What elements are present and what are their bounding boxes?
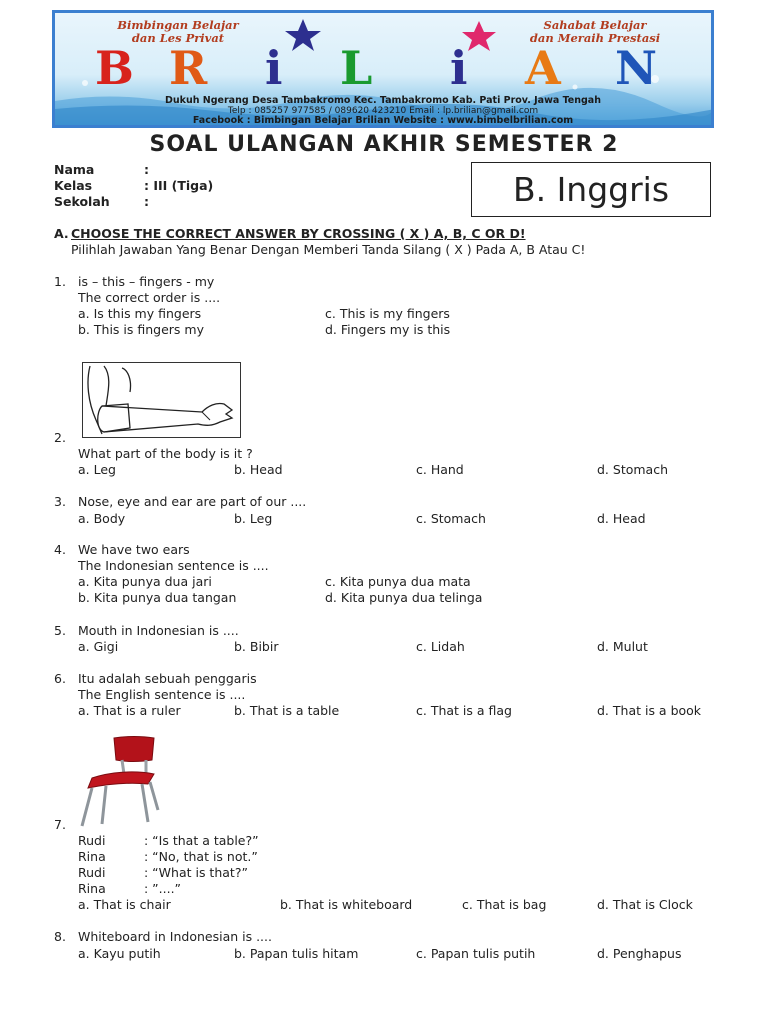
header-banner [52, 10, 714, 128]
answer-option-d[interactable]: d. Stomach [597, 462, 668, 477]
question-text: Mouth in Indonesian is .... [78, 623, 239, 638]
banner-address: Dukuh Ngerang Desa Tambakromo Kec. Tambakromo Kab. Pati Prov. Jawa Tengah [165, 95, 601, 106]
answer-option-c[interactable]: c. Stomach [416, 511, 486, 526]
brand-letter: i [450, 41, 468, 95]
answer-option-a[interactable]: a. That is chair [78, 897, 171, 912]
brand-letter: i [265, 41, 283, 95]
question-number: 7. [54, 817, 66, 832]
right-tagline-line-1: Sahabat Belajar [543, 18, 647, 32]
dialog-line: : “No, that is not.” [144, 849, 258, 864]
arm-illustration [82, 362, 242, 438]
answer-option-a[interactable]: a. Kita punya dua jari [78, 574, 212, 589]
question-number: 5. [54, 623, 66, 638]
question-text: The Indonesian sentence is .... [78, 558, 269, 573]
answer-option-a[interactable]: a. Leg [78, 462, 116, 477]
answer-option-d[interactable]: d. Penghapus [597, 946, 682, 961]
answer-option-b[interactable]: b. Bibir [234, 639, 279, 654]
question-number: 2. [54, 430, 66, 445]
banner-social: Facebook : Bimbingan Belajar Brilian Website : www.bimbelbrilian.com [192, 115, 574, 126]
brand-letter: R [169, 41, 208, 95]
brand-letter: L [340, 41, 373, 95]
question-number: 6. [54, 671, 66, 686]
answer-option-d[interactable]: d. That is Clock [597, 897, 693, 912]
field-label-kelas: Kelas [54, 178, 93, 193]
answer-option-c[interactable]: c. This is my fingers [325, 306, 450, 321]
right-tagline-line-2: dan Meraih Prestasi [529, 31, 661, 45]
answer-option-c[interactable]: c. Kita punya dua mata [325, 574, 471, 589]
field-label-sekolah: Sekolah [54, 194, 110, 209]
question-text: The English sentence is .... [78, 687, 246, 702]
answer-option-c[interactable]: c. Lidah [416, 639, 465, 654]
answer-option-b[interactable]: b. This is fingers my [78, 322, 204, 337]
answer-option-a[interactable]: a. Is this my fingers [78, 306, 202, 321]
dialog-speaker: Rina [78, 849, 106, 864]
field-value-kelas: : III (Tiga) [144, 178, 214, 193]
answer-option-c[interactable]: c. That is bag [462, 897, 547, 912]
subject-box: B. Inggris [471, 162, 711, 217]
answer-option-a[interactable]: a. That is a ruler [78, 703, 181, 718]
brand-logo [95, 43, 675, 95]
dialog-speaker: Rudi [78, 865, 106, 880]
question-text: Whiteboard in Indonesian is .... [78, 929, 272, 944]
answer-option-d[interactable]: d. Fingers my is this [325, 322, 451, 337]
dialog-speaker: Rina [78, 881, 106, 896]
answer-option-b[interactable]: b. Kita punya dua tangan [78, 590, 237, 605]
brand-letter: B [95, 41, 134, 95]
question-text: We have two ears [78, 542, 190, 557]
answer-option-c[interactable]: c. That is a flag [416, 703, 512, 718]
dialog-speaker: Rudi [78, 833, 106, 848]
answer-option-c[interactable]: c. Papan tulis putih [416, 946, 536, 961]
answer-option-a[interactable]: a. Gigi [78, 639, 119, 654]
page-title: SOAL ULANGAN AKHIR SEMESTER 2 [149, 132, 619, 157]
chair-illustration [76, 734, 160, 830]
question-text: What part of the body is it ? [78, 446, 253, 461]
answer-option-d[interactable]: d. Kita punya dua telinga [325, 590, 483, 605]
field-value-sekolah[interactable]: : [144, 194, 149, 209]
dialog-line: : “What is that?” [144, 865, 248, 880]
answer-option-b[interactable]: b. Head [234, 462, 283, 477]
answer-option-d[interactable]: d. Head [597, 511, 646, 526]
question-number: 1. [54, 274, 66, 289]
answer-option-d[interactable]: d. That is a book [597, 703, 702, 718]
question-text: Itu adalah sebuah penggaris [78, 671, 257, 686]
answer-option-c[interactable]: c. Hand [416, 462, 464, 477]
field-value-nama[interactable]: : [144, 162, 149, 177]
answer-option-b[interactable]: b. That is a table [234, 703, 340, 718]
section-instruction: CHOOSE THE CORRECT ANSWER BY CROSSING ( X ) A, B, C OR D! [71, 226, 526, 241]
left-tagline-line-2: dan Les Privat [131, 31, 225, 45]
question-text: Nose, eye and ear are part of our .... [78, 494, 307, 509]
answer-option-d[interactable]: d. Mulut [597, 639, 648, 654]
section-instruction-id: Pilihlah Jawaban Yang Benar Dengan Memberi Tanda Silang ( X ) Pada A, B Atau C! [71, 242, 586, 257]
answer-option-b[interactable]: b. Papan tulis hitam [234, 946, 359, 961]
dialog-line: : “Is that a table?” [144, 833, 259, 848]
section-letter: A. [54, 226, 69, 241]
left-tagline-line-1: Bimbingan Belajar [117, 18, 239, 32]
question-text: The correct order is .... [78, 290, 221, 305]
answer-option-a[interactable]: a. Kayu putih [78, 946, 161, 961]
question-number: 3. [54, 494, 66, 509]
brand-letter: N [615, 41, 658, 95]
brand-letter: A [525, 41, 561, 95]
question-text: is – this – fingers - my [78, 274, 215, 289]
question-number: 4. [54, 542, 66, 557]
answer-option-a[interactable]: a. Body [78, 511, 126, 526]
banner-contact: Telp : 085257 977585 / 089620 423210 Email : lp.brilian@gmail.com [227, 106, 539, 116]
field-label-nama: Nama [54, 162, 95, 177]
answer-option-b[interactable]: b. Leg [234, 511, 273, 526]
dialog-line: : ”....” [144, 881, 182, 896]
question-number: 8. [54, 929, 66, 944]
answer-option-b[interactable]: b. That is whiteboard [280, 897, 413, 912]
